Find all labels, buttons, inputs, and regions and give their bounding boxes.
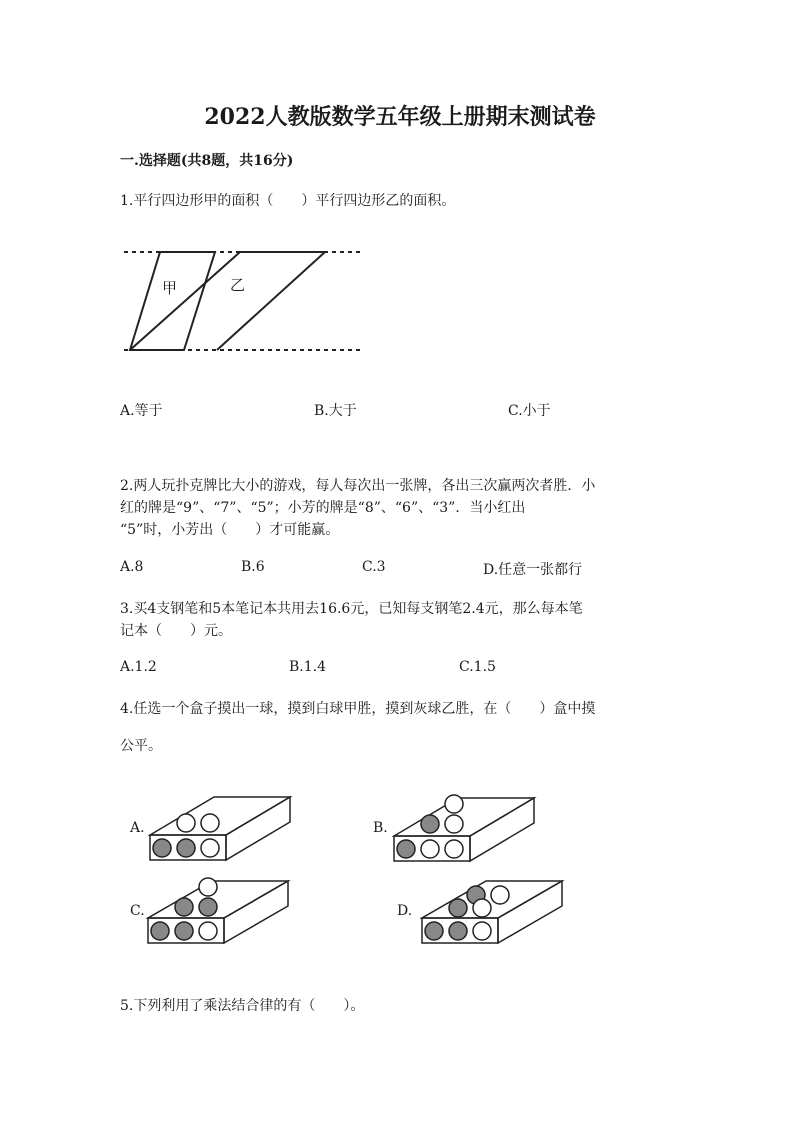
question-3-line-2: 记本（ ）元。 bbox=[120, 623, 232, 639]
box-c-figure bbox=[146, 873, 296, 948]
label-jia: 甲 bbox=[162, 279, 178, 297]
q1-option-c: C.小于 bbox=[508, 403, 551, 419]
question-2-line-1: 2.两人玩扑克牌比大小的游戏，每人每次出一张牌，各出三次赢两次者胜．小 bbox=[120, 478, 596, 494]
question-2-line-3: “5”时，小芳出（ ）才可能赢。 bbox=[120, 522, 340, 538]
q3-option-b: B.1.4 bbox=[289, 659, 327, 675]
box-b-label: B. bbox=[373, 820, 388, 836]
box-a-label: A. bbox=[130, 820, 145, 836]
question-2-line-2: 红的牌是“9”、“7”、“5”；小芳的牌是“8”、“6”、“3”．当小红出 bbox=[120, 500, 526, 516]
box-b-figure bbox=[392, 792, 542, 864]
question-5-text: 5.下列利用了乘法结合律的有（ ）。 bbox=[120, 998, 365, 1014]
box-a-figure bbox=[148, 795, 298, 863]
q3-option-a: A.1.2 bbox=[120, 659, 157, 675]
parallelogram-figure bbox=[120, 240, 370, 360]
q2-option-b: B.6 bbox=[241, 559, 265, 575]
q2-option-c: C.3 bbox=[362, 559, 386, 575]
box-c-label: C. bbox=[130, 903, 145, 919]
section-heading: 一.选择题(共8题，共16分) bbox=[120, 153, 294, 169]
q1-option-b: B.大于 bbox=[314, 403, 357, 419]
q3-option-c: C.1.5 bbox=[459, 659, 496, 675]
question-4-line-1: 4.任选一个盒子摸出一球，摸到白球甲胜，摸到灰球乙胜，在（ ）盒中摸 bbox=[120, 701, 596, 717]
question-4-line-2: 公平。 bbox=[120, 738, 162, 754]
q2-option-d: D.任意一张都行 bbox=[483, 562, 583, 578]
label-yi: 乙 bbox=[230, 276, 246, 294]
q1-option-a: A.等于 bbox=[120, 403, 163, 419]
q2-option-a: A.8 bbox=[120, 559, 144, 575]
box-d-label: D. bbox=[397, 903, 413, 919]
question-3-line-1: 3.买4支钢笔和5本笔记本共用去16.6元，已知每支钢笔2.4元，那么每本笔 bbox=[120, 601, 583, 617]
page-title: 2022人教版数学五年级上册期末测试卷 bbox=[204, 104, 596, 130]
question-1-text: 1.平行四边形甲的面积（ ）平行四边形乙的面积。 bbox=[120, 193, 456, 209]
box-d-figure bbox=[420, 876, 570, 948]
